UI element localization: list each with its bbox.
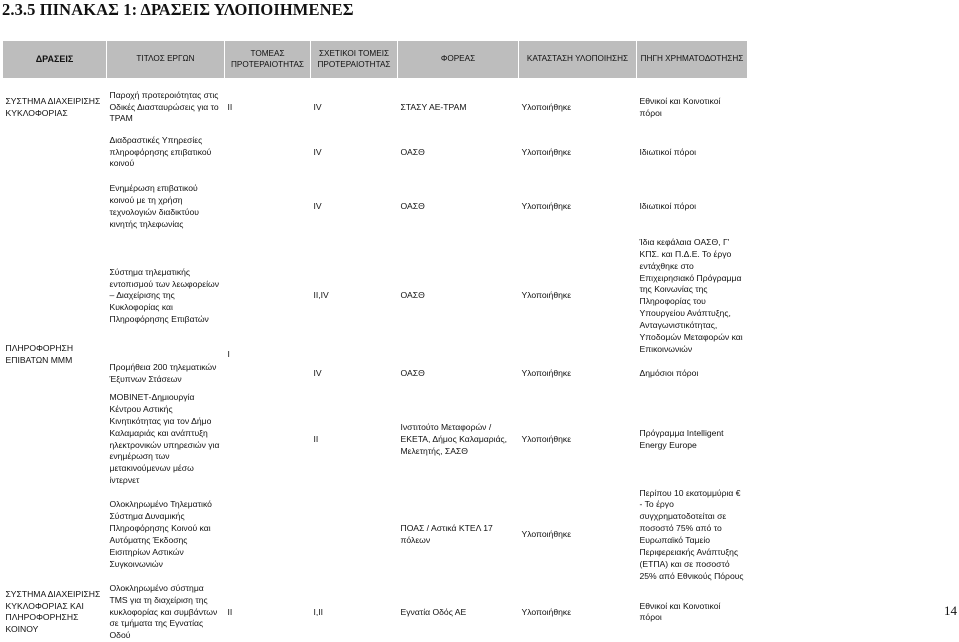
status: Υλοποιήθηκε xyxy=(521,290,572,301)
table-row xyxy=(3,488,748,583)
related-sectors: ΙV xyxy=(313,367,322,378)
agency: ΟΑΣΘ xyxy=(400,367,425,378)
agency: ΠΟΑΣ / Αστικά ΚΤΕΛ 17 πόλεων xyxy=(400,523,493,546)
agency: ΟΑΣΘ xyxy=(400,146,425,157)
related-sectors: ΙΙ,ΙV xyxy=(313,290,329,301)
related-sectors: ΙV xyxy=(313,101,322,112)
status: Υλοποιήθηκε xyxy=(521,146,572,157)
funding: Εθνικοί και Κοινοτικοί πόροι xyxy=(639,95,721,118)
table-header-row xyxy=(3,41,748,79)
table-row xyxy=(3,177,748,237)
project-title: Ολοκληρωμένο σύστημα TMS για τη διαχείριση της κυκλοφορίας και συμβάντων σε τμήματα της Εγνατίας Οδού xyxy=(109,582,218,641)
status: Υλοποιήθηκε xyxy=(521,529,572,540)
funding: Ίδια κεφάλαια ΟΑΣΘ, Γ' ΚΠΣ. και Π.Δ.Ε. Το έργο εντάχθηκε στο Επιχειρησιακό Πρόγραμμα της Κοινωνίας της Πληροφορίας του Υπουργείου Ανάπτυξης, Ανταγωνιστικότητας, Υποδομών Μεταφορών και Επικοινωνιών xyxy=(639,237,743,354)
funding: Εθνικοί και Κοινοτικοί πόροι xyxy=(639,600,721,623)
agency: ΣΤΑΣΥ ΑΕ-ΤΡΑΜ xyxy=(400,101,467,112)
related-sectors xyxy=(311,488,398,583)
page-title: 2.3.5 ΠΙΝΑΚΑΣ 1: ΔΡΑΣΕΙΣ ΥΛΟΠΟΙΗΜΕΝΕΣ xyxy=(2,0,354,19)
related-sectors: Ι,ΙΙ xyxy=(313,606,324,617)
status: Υλοποιήθηκε xyxy=(521,606,572,617)
related-sectors: ΙΙ xyxy=(313,433,319,444)
header-project-title: ΤΙΤΛΟΣ ΕΡΓΩΝ xyxy=(107,41,225,79)
project-title: ΜΟΒΙΝΕΤ-Δημιουργία Κέντρου Αστικής Κινητικότητας για τον Δήμο Καλαμαριάς και ανάπτυξη ηλεκτρονικών υπηρεσιών για ενημέρωση των μετακινούμενων μέσω ίντερνετ xyxy=(109,392,220,486)
funding: Πρόγραμμα Intelligent Energy Europe xyxy=(639,427,724,450)
status: Υλοποιήθηκε xyxy=(521,201,572,212)
action-area: ΠΛΗΡΟΦΟΡΗΣΗ ΕΠΙΒΑΤΩΝ ΜΜΜ xyxy=(5,343,74,366)
page-number: 14 xyxy=(944,603,957,618)
project-title: Παροχή προτεροιότητας στις Οδικές Διασταυρώσεις για το ΤΡΑΜ xyxy=(109,89,219,124)
table-row xyxy=(3,582,748,642)
agency: Ινστιτούτο Μεταφορών / ΕΚΕΤΑ, Δήμος Καλαμαριάς, Μελετητής, ΣΑΣΘ xyxy=(400,421,508,456)
table-row xyxy=(3,87,748,128)
project-title: Ενημέρωση επιβατικού κοινού με τη χρήση τεχνολογιών διαδικτύου κινητής τηλεφωνίας xyxy=(109,183,199,229)
table-row xyxy=(3,392,748,488)
related-sectors: ΙV xyxy=(313,201,322,212)
funding: Ιδιωτικοί πόροι xyxy=(639,201,697,212)
priority-sector: Ι xyxy=(227,349,230,360)
agency: Εγνατία Οδός ΑΕ xyxy=(400,606,467,617)
related-sectors: ΙV xyxy=(313,146,322,157)
status: Υλοποιήθηκε xyxy=(521,433,572,444)
project-title: Προμήθεια 200 τηλεματικών Έξυπνων Στάσεων xyxy=(109,361,217,384)
funding: Δημόσιοι πόροι xyxy=(639,367,699,378)
status: Υλοποιήθηκε xyxy=(521,367,572,378)
header-status: ΚΑΤΑΣΤΑΣΗ ΥΛΟΠΟΙΗΣΗΣ xyxy=(519,41,637,79)
header-funding: ΠΗΓΗ ΧΡΗΜΑΤΟΔΟΤΗΣΗΣ xyxy=(637,41,748,79)
header-agency: ΦΟΡΕΑΣ xyxy=(398,41,519,79)
status: Υλοποιήθηκε xyxy=(521,101,572,112)
header-priority-sector: ΤΟΜΕΑΣ ΠΡΟΤΕΡΑΙΟΤΗΤΑΣ xyxy=(225,41,311,79)
action-area: ΣΥΣΤΗΜΑ ΔΙΑΧΕΙΡΙΣΗΣ ΚΥΚΛΟΦΟΡΙΑΣ ΚΑΙ ΠΛΗΡΟΦΟΡΗΣΗΣ ΚΟΙΝΟΥ xyxy=(5,588,101,635)
agency: ΟΑΣΘ xyxy=(400,290,425,301)
table-row xyxy=(3,128,748,177)
header-actions: ΔΡΑΣΕΙΣ xyxy=(3,41,107,79)
action-area: ΣΥΣΤΗΜΑ ΔΙΑΧΕΙΡΙΣΗΣ ΚΥΚΛΟΦΟΡΙΑΣ xyxy=(5,95,101,118)
project-title: Διαδραστικές Υπηρεσίες πληροφόρησης επιβατικού κοινού xyxy=(109,134,212,169)
agency: ΟΑΣΘ xyxy=(400,201,425,212)
priority-sector: ΙΙ xyxy=(227,606,233,617)
project-title: Σύστημα τηλεματικής εντοπισμού των λεωφορείων – Διαχείρισης της Κυκλοφορίας και Πληροφόρησης Επιβατών xyxy=(109,266,220,325)
priority-sector: ΙΙ xyxy=(227,101,233,112)
funding: Περίπου 10 εκατομμύρια € - Το έργο συγχρηματοδοτείται σε ποσοστό 75% από το Ευρωπαϊκό Ταμείο Περιφερειακής Ανάπτυξης (ΕΤΠΑ) και σε ποσοστό 25% από Εθνικούς Πόρους xyxy=(639,487,744,581)
project-title: Ολοκληρωμένο Τηλεματικό Σύστημα Δυναμικής Πληροφόρησης Κοινού και Αυτόματης Έκδοσης Εισιτηρίων Αστικών Συγκοινωνιών xyxy=(109,499,212,569)
table-row xyxy=(3,356,748,392)
actions-table xyxy=(2,40,748,642)
table-row xyxy=(3,237,748,356)
header-related-sectors: ΣΧΕΤΙΚΟΙ ΤΟΜΕΙΣ ΠΡΟΤΕΡΑΙΟΤΗΤΑΣ xyxy=(311,41,398,79)
funding: Ιδιωτικοί πόροι xyxy=(639,146,697,157)
